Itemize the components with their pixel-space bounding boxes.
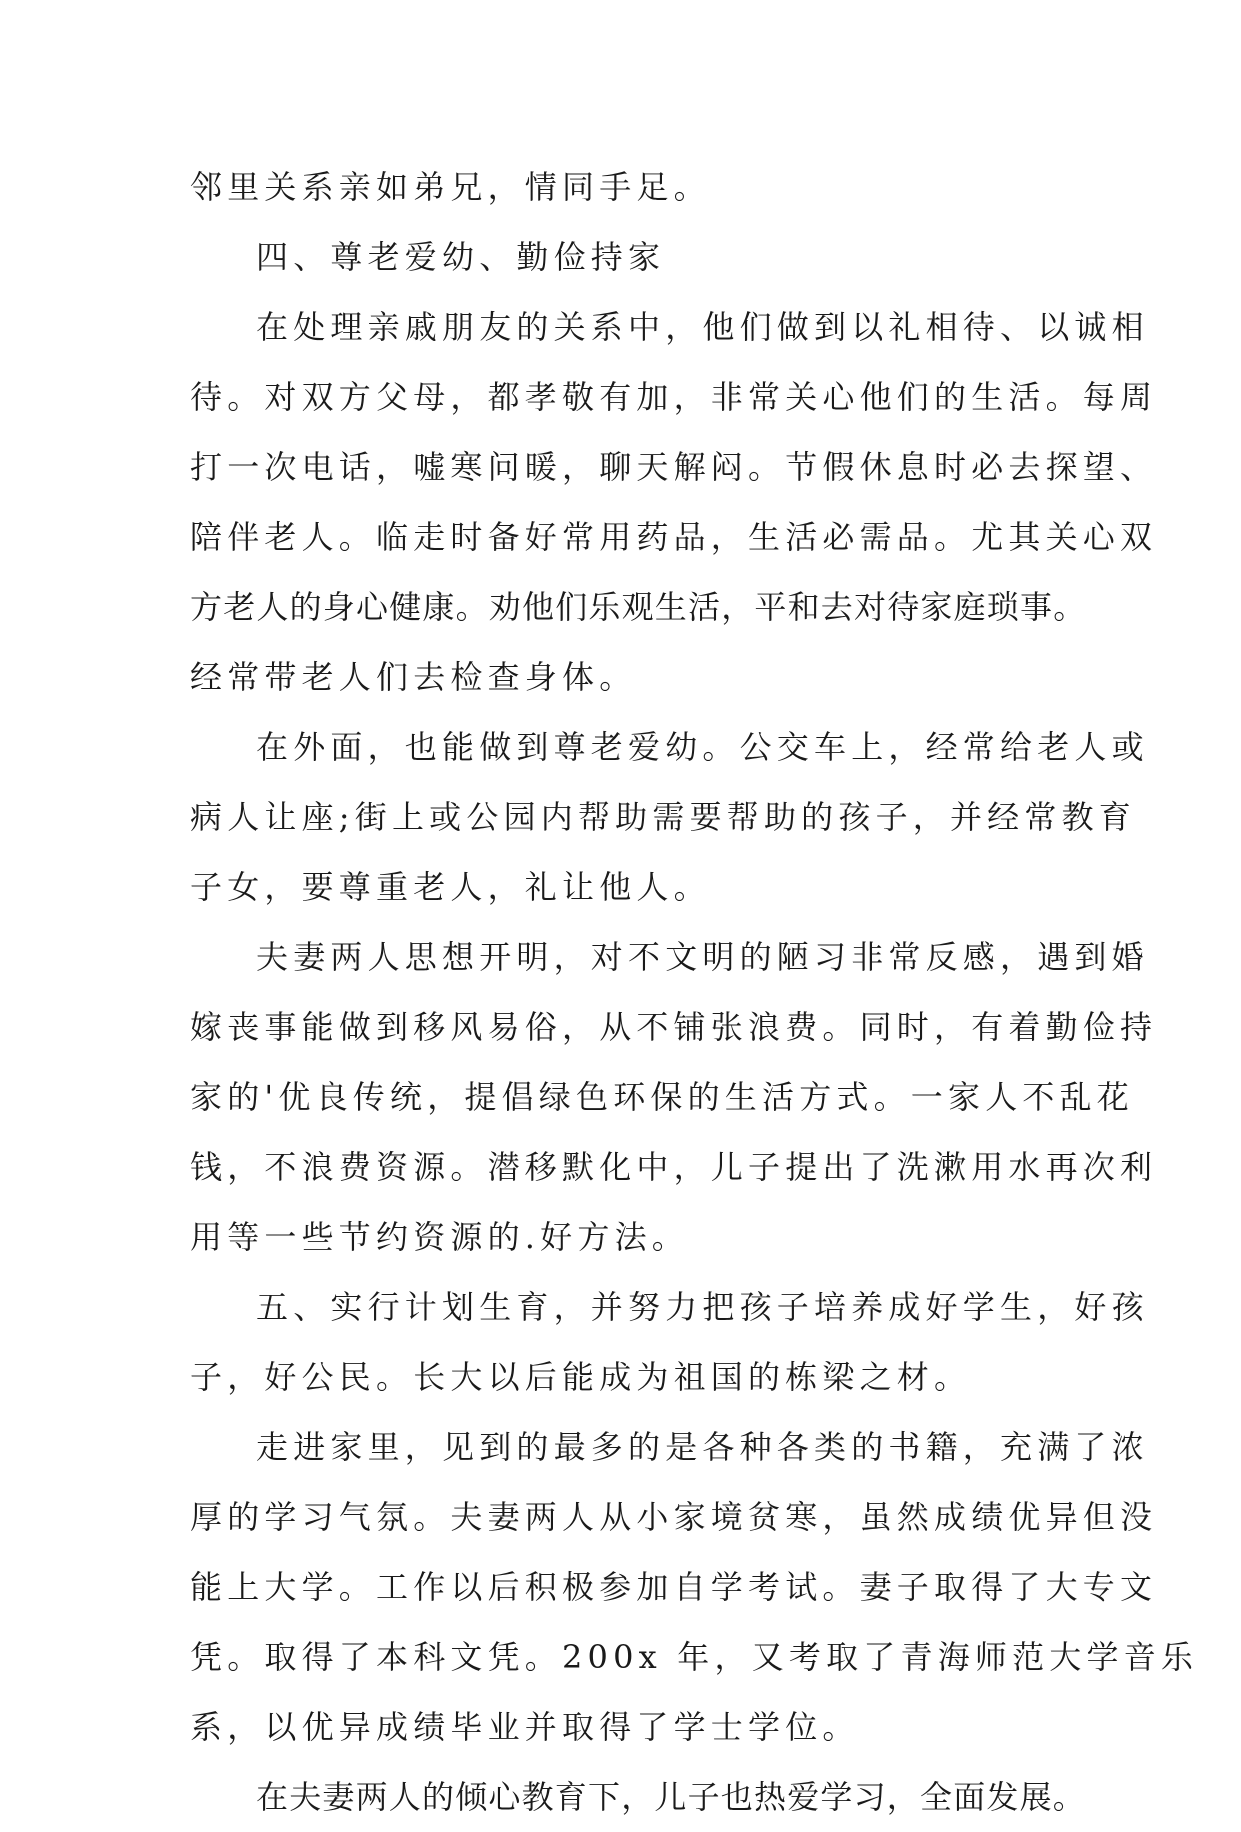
section-heading: 五、实行计划生育，并努力把孩子培养成好学生，好孩 <box>256 1288 1149 1326</box>
paragraph-line: 打一次电话，嘘寒问暖，聊天解闷。节假休息时必去探望、 <box>190 448 1158 486</box>
paragraph-line: 在处理亲戚朋友的关系中，他们做到以礼相待、以诚相 <box>256 308 1149 346</box>
paragraph-line: 嫁丧事能做到移风易俗，从不铺张浪费。同时，有着勤俭持 <box>190 1008 1158 1046</box>
paragraph-line: 经常带老人们去检查身体。 <box>190 658 637 696</box>
paragraph-line: 系，以优异成绩毕业并取得了学士学位。 <box>190 1708 860 1746</box>
paragraph-line: 病人让座;街上或公园内帮助需要帮助的孩子，并经常教育 <box>190 798 1136 836</box>
paragraph-line: 在夫妻两人的倾心教育下，儿子也热爱学习，全面发展。 <box>256 1778 1087 1816</box>
paragraph-line: 子女，要尊重老人，礼让他人。 <box>190 868 711 906</box>
paragraph-line: 方老人的身心健康。劝他们乐观生活，平和去对待家庭琐事。 <box>190 588 1087 626</box>
paragraph-line: 待。对双方父母，都孝敬有加，非常关心他们的生活。每周 <box>190 378 1158 416</box>
paragraph-line: 用等一些节约资源的.好方法。 <box>190 1218 689 1256</box>
paragraph-line: 走进家里，见到的最多的是各种各类的书籍，充满了浓 <box>256 1428 1149 1466</box>
paragraph-line: 在外面，也能做到尊老爱幼。公交车上，经常给老人或 <box>256 728 1149 766</box>
paragraph-line: 能上大学。工作以后积极参加自学考试。妻子取得了大专文 <box>190 1568 1158 1606</box>
paragraph-line: 邻里关系亲如弟兄，情同手足。 <box>190 168 711 206</box>
paragraph-line: 家的'优良传统，提倡绿色环保的生活方式。一家人不乱花 <box>190 1078 1134 1116</box>
paragraph-line: 厚的学习气氛。夫妻两人从小家境贫寒，虽然成绩优异但没 <box>190 1498 1158 1536</box>
section-heading: 四、尊老爱幼、勤俭持家 <box>256 238 666 276</box>
paragraph-line: 凭。取得了本科文凭。200x 年，又考取了青海师范大学音乐 <box>190 1638 1199 1676</box>
paragraph-line: 陪伴老人。临走时备好常用药品，生活必需品。尤其关心双 <box>190 518 1158 556</box>
paragraph-line: 子，好公民。长大以后能成为祖国的栋梁之材。 <box>190 1358 972 1396</box>
document-body <box>190 152 1199 1832</box>
paragraph-line: 钱，不浪费资源。潜移默化中，儿子提出了洗漱用水再次利 <box>190 1148 1158 1186</box>
paragraph-line: 夫妻两人思想开明，对不文明的陋习非常反感，遇到婚 <box>256 938 1149 976</box>
